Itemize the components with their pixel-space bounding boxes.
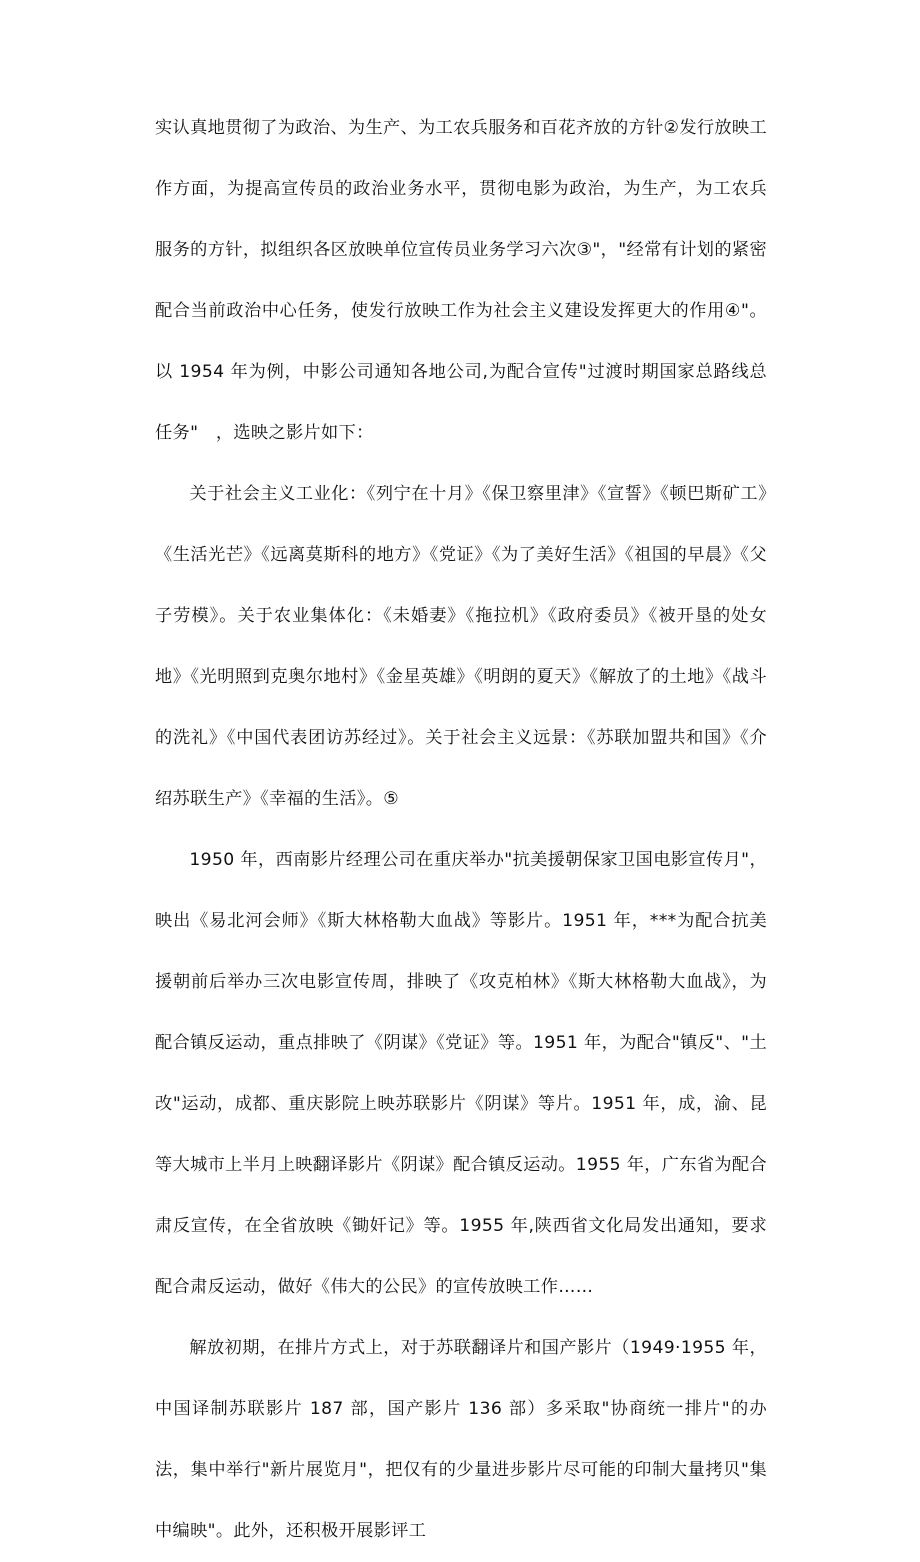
document-text-body <box>155 98 767 1562</box>
paragraph-3-campaign-screenings: 1950 年，西南影片经理公司在重庆举办"抗美援朝保家卫国电影宣传月"，映出《易北河会师》《斯大林格勒大血战》等影片。1951 年，***为配合抗美援朝前后举办三次电影宣传周，排映了《攻克柏林》《斯大林格勒大血战》，为配合镇反运动，重点排映了《阴谋》《党证》等。1951 年，为配合"镇反"、"土改"运动，成都、重庆影院上映苏联影片《阴谋》等片。1951 年，成，渝、昆等大城市上半月上映翻译影片《阴谋》配合镇反运动。1955 年，广东省为配合肃反宣传，在全省放映《锄奸记》等。1955 年,陕西省文化局发出通知，要求配合肃反运动，做好《伟大的公民》的宣传放映工作…… <box>155 850 767 1297</box>
paragraph-1: 实认真地贯彻了为政治、为生产、为工农兵服务和百花齐放的方针②发行放映工作方面，为提高宣传员的政治业务水平，贯彻电影为政治，为生产，为工农兵服务的方针，拟组织各区放映单位宣传员业务学习六次③"，"经常有计划的紧密配合当前政治中心任务，使发行放映工作为社会主义建设发挥更大的作用④"。以 1954 年为例，中影公司通知各地公司,为配合宣传"过渡时期国家总路线总任务" ，选映之影片如下： <box>155 118 767 443</box>
paragraph-2-film-list: 关于社会主义工业化：《列宁在十月》《保卫察里津》《宣誓》《顿巴斯矿工》《生活光芒》《远离莫斯科的地方》《党证》《为了美好生活》《祖国的早晨》《父子劳模》。关于农业集体化：《未婚妻》《拖拉机》《政府委员》《被开垦的处女地》《光明照到克奥尔地村》《金星英雄》《明朗的夏天》《解放了的土地》《战斗的洗礼》《中国代表团访苏经过》。关于社会主义远景：《苏联加盟共和国》《介绍苏联生产》《幸福的生活》。⑤ <box>155 484 767 809</box>
paragraph-4-distribution-method: 解放初期，在排片方式上，对于苏联翻译片和国产影片（1949·1955 年，中国译制苏联影片 187 部，国产影片 136 部）多采取"协商统一排片"的办法，集中举行"新片展览月"，把仅有的少量进步影片尽可能的印制大量拷贝"集中编映"。此外，还积极开展影评工 <box>155 1338 767 1541</box>
